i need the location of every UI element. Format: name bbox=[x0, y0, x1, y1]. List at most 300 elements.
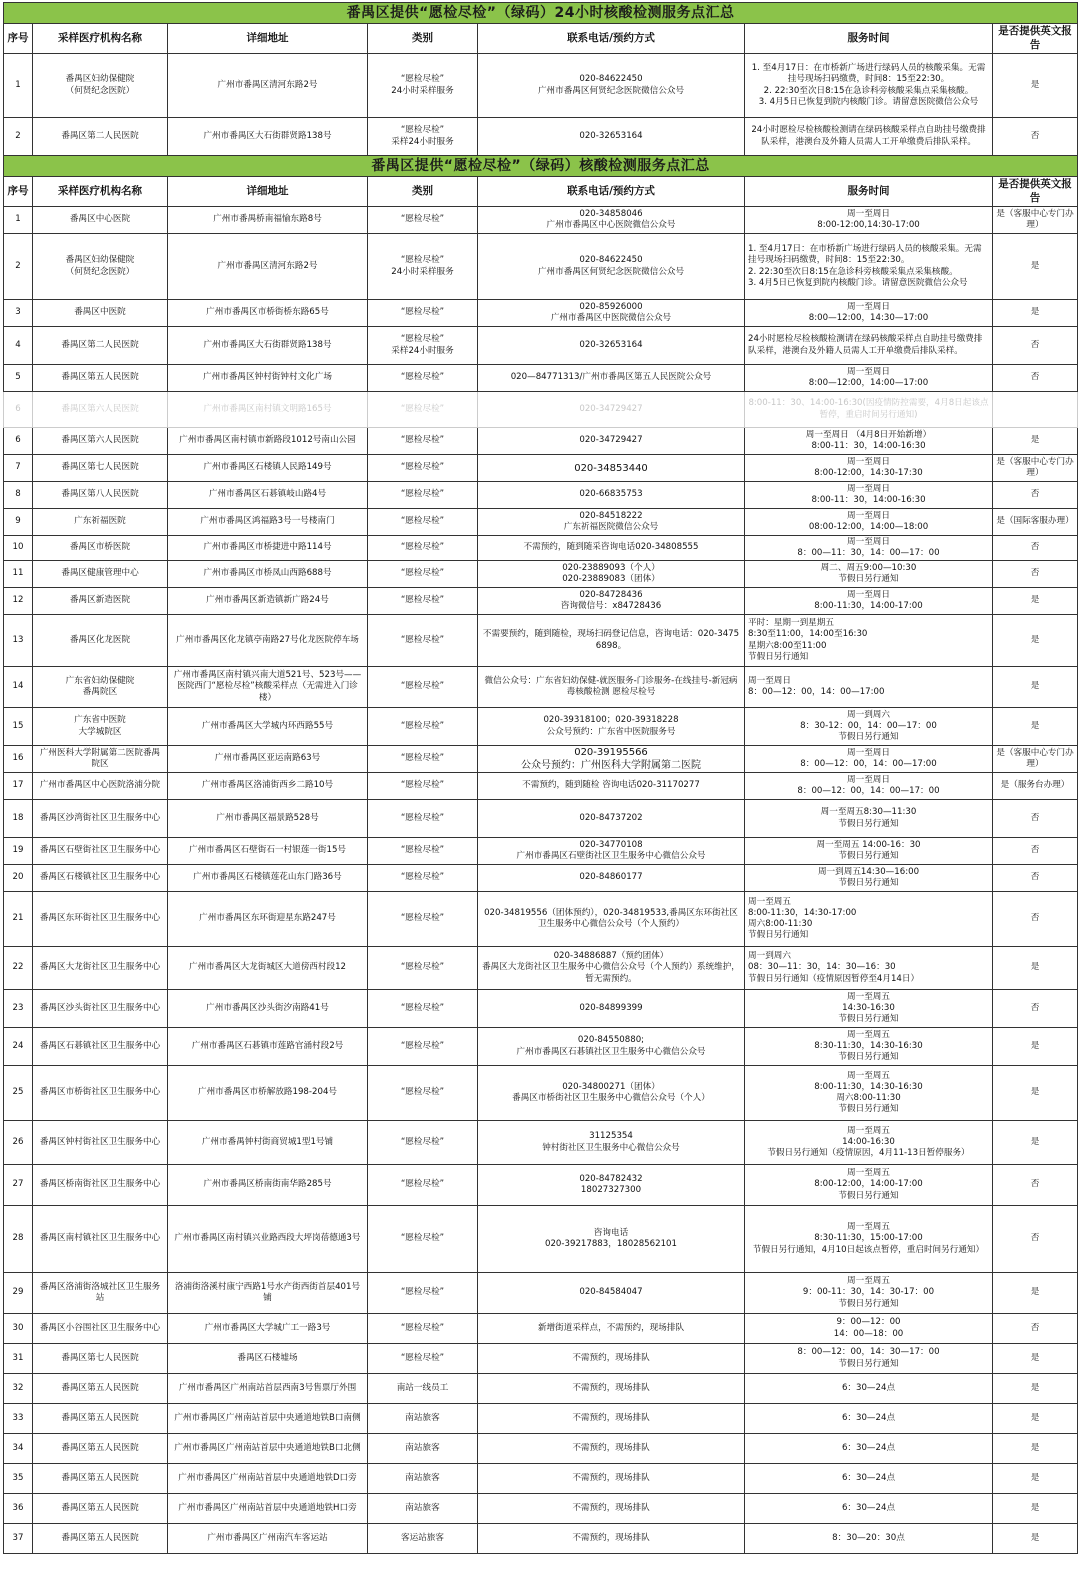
service-hours: 周一至周日 8：00—12：00，14：00—17：00 bbox=[745, 773, 993, 800]
english-report: 是 bbox=[993, 588, 1078, 615]
address: 广州市番禺区清河东路2号 bbox=[168, 54, 368, 118]
contact-info: 020-84899399 bbox=[478, 990, 745, 1028]
table-row bbox=[4, 947, 1078, 990]
english-report: 是（客服中心专门办理） bbox=[993, 746, 1078, 773]
service-hours: 周一至周五 8:30-11:30，15:00-17:00 节假日另行通知，4月10日起该点暂停，重启时间另行通知） bbox=[745, 1206, 993, 1273]
category: “愿检尽检” bbox=[368, 207, 478, 234]
address: 广州市番禺区南村镇文明路165号 bbox=[168, 392, 368, 428]
section1-header-row bbox=[4, 24, 1078, 54]
contact-info: 020-84550880; 广州市番禺区石碁镇社区卫生服务中心微信公众号 bbox=[478, 1028, 745, 1066]
table-row bbox=[4, 1404, 1078, 1434]
table-row bbox=[4, 1374, 1078, 1404]
table-row bbox=[4, 588, 1078, 615]
institution-name: 番禺区石碁镇社区卫生服务中心 bbox=[33, 1028, 168, 1066]
institution-name: 番禺区洛浦街洛城社区卫生服务站 bbox=[33, 1273, 168, 1314]
category: “愿检尽检” bbox=[368, 392, 478, 428]
table-row bbox=[4, 615, 1078, 667]
row-number: 14 bbox=[4, 667, 33, 708]
category: 南站旅客 bbox=[368, 1464, 478, 1494]
category: “愿检尽检” bbox=[368, 455, 478, 482]
row-number: 28 bbox=[4, 1206, 33, 1273]
service-hours: 周一至周日 8：00—12：00，14：00—17:00 bbox=[745, 667, 993, 708]
service-hours: 周一至周日 8：00—11：30，14：00—17：00 bbox=[745, 536, 993, 561]
address: 广州市番禺区南村镇兴业路西段大坪岗蓓德通3号 bbox=[168, 1206, 368, 1273]
english-report: 是 bbox=[993, 1121, 1078, 1165]
category: “愿检尽检” bbox=[368, 1344, 478, 1374]
row-number: 18 bbox=[4, 800, 33, 838]
row-number: 37 bbox=[4, 1524, 33, 1554]
contact-info: 020-34886887（预约团体） 番禺区大龙街社区卫生服务中心微信公众号（个人预约）系统维护，暂无需预约。 bbox=[478, 947, 745, 990]
english-report: 是 bbox=[993, 1344, 1078, 1374]
row-number: 23 bbox=[4, 990, 33, 1028]
address: 广州市番禺钟村街商贸城1型1号铺 bbox=[168, 1121, 368, 1165]
testing-sites-table bbox=[3, 2, 1078, 1554]
address: 广州市番禺区化龙镇亭南路27号化龙医院停车场 bbox=[168, 615, 368, 667]
service-hours: 周一至周日 （4月8日开始新增） 8:00-11：30，14:00-16:30 bbox=[745, 428, 993, 455]
address: 广州市番禺区广州南站首层中央通道地铁H口旁 bbox=[168, 1494, 368, 1524]
category: 南站旅客 bbox=[368, 1494, 478, 1524]
row-number: 2 bbox=[4, 234, 33, 300]
service-hours: 周一至周日 8:00-12:00,14:30-17:00 bbox=[745, 207, 993, 234]
table-row bbox=[4, 1494, 1078, 1524]
institution-name: 番禺区第五人民医院 bbox=[33, 1434, 168, 1464]
category: 南站旅客 bbox=[368, 1404, 478, 1434]
institution-name: 番禺区小谷围社区卫生服务中心 bbox=[33, 1314, 168, 1344]
contact-info: 不需预约，现场排队 bbox=[478, 1464, 745, 1494]
service-hours: 6：30—24点 bbox=[745, 1494, 993, 1524]
table-row bbox=[4, 1344, 1078, 1374]
table-row bbox=[4, 561, 1078, 588]
section2-header-row bbox=[4, 177, 1078, 207]
english-report: 是 bbox=[993, 1494, 1078, 1524]
contact-info: 020-84584047 bbox=[478, 1273, 745, 1314]
english-report: 否 bbox=[993, 838, 1078, 865]
address: 广州市番禺区市桥街桥东路65号 bbox=[168, 300, 368, 327]
address: 广州市番禺区石碁镇市莲路官涌村段2号 bbox=[168, 1028, 368, 1066]
service-hours: 周一至周日 8:00—12:00，14:00—17:00 bbox=[745, 365, 993, 392]
row-number: 19 bbox=[4, 838, 33, 865]
contact-info: 020-84782432 18027327300 bbox=[478, 1165, 745, 1206]
category: “愿检尽检” bbox=[368, 1273, 478, 1314]
address: 广州市番禺区大学城内环西路55号 bbox=[168, 708, 368, 746]
institution-name: 番禺区钟村街社区卫生服务中心 bbox=[33, 1121, 168, 1165]
column-header-row-number: 序号 bbox=[4, 24, 33, 54]
service-hours: 周一至周日 8：00—12：00，14：00—17:00 bbox=[745, 746, 993, 773]
column-header-category: 类别 bbox=[368, 24, 478, 54]
table-row bbox=[4, 234, 1078, 300]
service-hours: 周一至周五 8:00-11:30，14:30-17:00 周六8:00-11:30 节假日另行通知 bbox=[745, 892, 993, 947]
english-report: 是 bbox=[993, 300, 1078, 327]
contact-info: 020-84737202 bbox=[478, 800, 745, 838]
institution-name: 番禺区第七人民医院 bbox=[33, 1344, 168, 1374]
institution-name: 番禺区化龙医院 bbox=[33, 615, 168, 667]
row-number: 1 bbox=[4, 207, 33, 234]
service-hours: 周一至周五 9：00-11：30，14：30-17：00 节假日另行通知 bbox=[745, 1273, 993, 1314]
table-row bbox=[4, 365, 1078, 392]
category: “愿检尽检” 24小时采样服务 bbox=[368, 54, 478, 118]
english-report: 是 bbox=[993, 1404, 1078, 1434]
contact-info: 020-32653164 bbox=[478, 118, 745, 156]
contact-info: 不需预约，现场排队 bbox=[478, 1344, 745, 1374]
category: “愿检尽检” bbox=[368, 428, 478, 455]
category: “愿检尽检” bbox=[368, 536, 478, 561]
english-report: 否 bbox=[993, 865, 1078, 892]
english-report: 是 bbox=[993, 234, 1078, 300]
column-header-contact-info: 联系电话/预约方式 bbox=[478, 177, 745, 207]
table-row bbox=[4, 327, 1078, 365]
service-hours: 周一至周五 8:30-11:30，14:30-16:30 节假日另行通知 bbox=[745, 1028, 993, 1066]
category: “愿检尽检” bbox=[368, 482, 478, 509]
category: “愿检尽检” bbox=[368, 865, 478, 892]
row-number: 10 bbox=[4, 536, 33, 561]
institution-name: 番禺区沙湾街社区卫生服务中心 bbox=[33, 800, 168, 838]
table-row bbox=[4, 300, 1078, 327]
address: 广州市番禺区南村镇兴南大道521号、523号——医院西门“愿检尽检”核酸采样点（无需进入门诊楼） bbox=[168, 667, 368, 708]
contact-info: 不需预约，现场排队 bbox=[478, 1374, 745, 1404]
english-report: 是（客服中心专门办理） bbox=[993, 207, 1078, 234]
english-report: 是 bbox=[993, 1066, 1078, 1121]
institution-name: 番禺区第五人民医院 bbox=[33, 365, 168, 392]
institution-name: 广州市番禺区中心医院洛浦分院 bbox=[33, 773, 168, 800]
address: 广州市番禺区市桥捷进中路114号 bbox=[168, 536, 368, 561]
english-report: 否 bbox=[993, 1314, 1078, 1344]
category: “愿检尽检” bbox=[368, 892, 478, 947]
row-number: 2 bbox=[4, 118, 33, 156]
address: 广州市番禺区亚运南路63号 bbox=[168, 746, 368, 773]
service-hours: 24小时愿检尽检核酸检测请在绿码核酸采样点自助挂号缴费排队采样，港澳台及外籍人员需人工开单缴费后排队采样。 bbox=[745, 118, 993, 156]
contact-info: 020-34729427 bbox=[478, 392, 745, 428]
institution-name: 番禺区妇幼保健院 （何贤纪念医院） bbox=[33, 54, 168, 118]
column-header-contact-info: 联系电话/预约方式 bbox=[478, 24, 745, 54]
row-number: 6 bbox=[4, 392, 33, 428]
address: 广州市番禺区市桥凤山西路688号 bbox=[168, 561, 368, 588]
institution-name: 广东省妇幼保健院 番禺院区 bbox=[33, 667, 168, 708]
service-hours: 平时：星期一到星期五 8:30至11:00，14:00至16:30 星期六8:00至11:00 节假日另行通知 bbox=[745, 615, 993, 667]
address: 广州市番禺区大龙街城区大道傍西村段12 bbox=[168, 947, 368, 990]
service-hours: 周一至周日 8:00—12:00，14:30—17:00 bbox=[745, 300, 993, 327]
category: “愿检尽检” bbox=[368, 1028, 478, 1066]
english-report: 否 bbox=[993, 536, 1078, 561]
row-number: 32 bbox=[4, 1374, 33, 1404]
address: 广州市番禺区清河东路2号 bbox=[168, 234, 368, 300]
address: 广州市番禺区广州南站首层中央通道地铁D口旁 bbox=[168, 1464, 368, 1494]
contact-info: 020-84860177 bbox=[478, 865, 745, 892]
english-report: 否 bbox=[993, 800, 1078, 838]
service-hours: 8：30—20：30点 bbox=[745, 1524, 993, 1554]
english-report: 是 bbox=[993, 1374, 1078, 1404]
row-number: 25 bbox=[4, 1066, 33, 1121]
address: 广州市番禺区鸿福路3号一号楼南门 bbox=[168, 509, 368, 536]
category: “愿检尽检” bbox=[368, 667, 478, 708]
address: 广州市番禺区广州南站首层西南3号售票厅外围 bbox=[168, 1374, 368, 1404]
category: “愿检尽检” bbox=[368, 509, 478, 536]
service-hours: 周一至周五 14:30-16:30 节假日另行通知 bbox=[745, 990, 993, 1028]
category: “愿检尽检” bbox=[368, 800, 478, 838]
address: 广州市番禺区广州南站首层中央通道地铁B口北侧 bbox=[168, 1434, 368, 1464]
service-hours: 24小时愿检尽检核酸检测请在绿码核酸采样点自助挂号缴费排队采样，港澳台及外籍人员需人工开单缴费后排队采样。 bbox=[745, 327, 993, 365]
column-header-address: 详细地址 bbox=[168, 177, 368, 207]
service-hours: 周一至周五 14:00-16:30 节假日另行通知（疫情原因，4月11-13日暂停服务） bbox=[745, 1121, 993, 1165]
table-row bbox=[4, 536, 1078, 561]
table-row bbox=[4, 865, 1078, 892]
address: 广州市番禺桥南福愉东路8号 bbox=[168, 207, 368, 234]
section2-title-row bbox=[4, 156, 1078, 177]
category: “愿检尽检” bbox=[368, 773, 478, 800]
row-number: 20 bbox=[4, 865, 33, 892]
row-number: 30 bbox=[4, 1314, 33, 1344]
address: 洛浦街洛溪村康宁西路1号水产街西街首层401号铺 bbox=[168, 1273, 368, 1314]
table-row bbox=[4, 1464, 1078, 1494]
service-hours: 周一至周日 8:00-12:00，14:30-17:30 bbox=[745, 455, 993, 482]
service-hours: 6：30—24点 bbox=[745, 1464, 993, 1494]
table-row bbox=[4, 509, 1078, 536]
address: 广州市番禺区新造镇新广路24号 bbox=[168, 588, 368, 615]
section2-title: 番禺区提供“愿检尽检”（绿码）核酸检测服务点汇总 bbox=[4, 156, 1078, 177]
table-row bbox=[4, 838, 1078, 865]
english-report: 是 bbox=[993, 1273, 1078, 1314]
institution-name: 番禺区市桥街社区卫生服务中心 bbox=[33, 1066, 168, 1121]
contact-info: 020-34729427 bbox=[478, 428, 745, 455]
column-header-english-report: 是否提供英文报告 bbox=[993, 24, 1078, 54]
column-header-service-hours: 服务时间 bbox=[745, 177, 993, 207]
row-number: 27 bbox=[4, 1165, 33, 1206]
row-number: 11 bbox=[4, 561, 33, 588]
category: “愿检尽检” bbox=[368, 947, 478, 990]
contact-info: 020-34819556（团体预约），020-34819533,番禺区东环街社区卫生服务中心微信公众号（个人预约） bbox=[478, 892, 745, 947]
service-hours: 9：00—12：00 14：00—18：00 bbox=[745, 1314, 993, 1344]
table-row bbox=[4, 207, 1078, 234]
service-hours: 周一至周五 8:00-12:00，14:00-17:00 节假日另行通知 bbox=[745, 1165, 993, 1206]
institution-name: 番禺区中医院 bbox=[33, 300, 168, 327]
table-row bbox=[4, 1206, 1078, 1273]
english-report: 是 bbox=[993, 1434, 1078, 1464]
english-report: 是 bbox=[993, 1524, 1078, 1554]
address: 广州市番禺区石壁街石一村银莲一街15号 bbox=[168, 838, 368, 865]
category: 客运站旅客 bbox=[368, 1524, 478, 1554]
column-header-address: 详细地址 bbox=[168, 24, 368, 54]
address: 广州市番禺区南村镇市新路段1012号南山公园 bbox=[168, 428, 368, 455]
address: 广州市番禺区桥南街南华路285号 bbox=[168, 1165, 368, 1206]
service-hours: 6：30—24点 bbox=[745, 1374, 993, 1404]
institution-name: 番禺区妇幼保健院 （何贤纪念医院） bbox=[33, 234, 168, 300]
english-report: 是 bbox=[993, 615, 1078, 667]
category: 南站一线员工 bbox=[368, 1374, 478, 1404]
english-report: 否 bbox=[993, 365, 1078, 392]
table-row bbox=[4, 1434, 1078, 1464]
table-row bbox=[4, 392, 1078, 428]
category: 南站旅客 bbox=[368, 1434, 478, 1464]
address: 广州市番禺区大石街群贤路138号 bbox=[168, 327, 368, 365]
column-header-english-report: 是否提供英文报告 bbox=[993, 177, 1078, 207]
row-number: 36 bbox=[4, 1494, 33, 1524]
address: 广州市番禺区福景路528号 bbox=[168, 800, 368, 838]
english-report: 是 bbox=[993, 667, 1078, 708]
contact-info: 微信公众号：广东省妇幼保健-就医服务-门诊服务-在线挂号-新冠病毒核酸检测 愿检尽检号 bbox=[478, 667, 745, 708]
english-report: 否 bbox=[993, 1165, 1078, 1206]
english-report: 是（客服中心专门办理） bbox=[993, 455, 1078, 482]
institution-name: 番禺区沙头街社区卫生服务中心 bbox=[33, 990, 168, 1028]
english-report: 否 bbox=[993, 561, 1078, 588]
table-row bbox=[4, 667, 1078, 708]
english-report: 是（服务台办理） bbox=[993, 773, 1078, 800]
address: 番禺区石楼墟场 bbox=[168, 1344, 368, 1374]
service-hours: 周一至周日 8:00-11:30，14:00-17:00 bbox=[745, 588, 993, 615]
row-number: 34 bbox=[4, 1434, 33, 1464]
service-hours: 6：30—24点 bbox=[745, 1404, 993, 1434]
english-report: 是 bbox=[993, 1464, 1078, 1494]
institution-name: 广州医科大学附属第二医院番禺院区 bbox=[33, 746, 168, 773]
service-hours: 1. 至4月17日：在市桥新广场进行绿码人员的核酸采集。无需挂号现场扫码缴费，时间8：15至22:30。 2. 22:30至次日8:15在急诊科旁核酸采集点采集核酸。 3. 4月5日已恢复到院内核酸门诊。请留意医院微信公众号 bbox=[745, 54, 993, 118]
contact-info: 不需预约，现场排队 bbox=[478, 1494, 745, 1524]
table-row bbox=[4, 708, 1078, 746]
table-row bbox=[4, 1165, 1078, 1206]
row-number: 21 bbox=[4, 892, 33, 947]
institution-name: 番禺区第二人民医院 bbox=[33, 327, 168, 365]
service-hours: 6：30—24点 bbox=[745, 1434, 993, 1464]
section1-title: 番禺区提供“愿检尽检”（绿码）24小时核酸检测服务点汇总 bbox=[4, 3, 1078, 24]
category: “愿检尽检” 采样24小时服务 bbox=[368, 118, 478, 156]
service-hours: 周一到周六 08：30—11：30，14：30—16：30 节假日另行通知（疫情原因暂停至4月14日） bbox=[745, 947, 993, 990]
contact-info: 31125354 钟村街社区卫生服务中心微信公众号 bbox=[478, 1121, 745, 1165]
contact-info: 咨询电话 020-39217883，18028562101 bbox=[478, 1206, 745, 1273]
row-number: 26 bbox=[4, 1121, 33, 1165]
institution-name: 番禺区南村镇社区卫生服务中心 bbox=[33, 1206, 168, 1273]
institution-name: 番禺区大龙街社区卫生服务中心 bbox=[33, 947, 168, 990]
english-report: 否 bbox=[993, 892, 1078, 947]
contact-info: 020-34853440 bbox=[478, 455, 745, 482]
category: “愿检尽检” bbox=[368, 561, 478, 588]
service-hours: 周一到周六 8：30-12：00，14：00—17：00 节假日另行通知 bbox=[745, 708, 993, 746]
table-row bbox=[4, 773, 1078, 800]
english-report: 否 bbox=[993, 990, 1078, 1028]
institution-name: 番禺区第八人民医院 bbox=[33, 482, 168, 509]
service-hours: 8：00—12：00，14：30—17：00 节假日另行通知 bbox=[745, 1344, 993, 1374]
table-row bbox=[4, 990, 1078, 1028]
contact-info: 不需预约，现场排队 bbox=[478, 1404, 745, 1434]
table-row bbox=[4, 455, 1078, 482]
institution-name: 番禺区第五人民医院 bbox=[33, 1464, 168, 1494]
category: “愿检尽检” bbox=[368, 1121, 478, 1165]
contact-info: 020-23889093（个人） 020-23889083（团体） bbox=[478, 561, 745, 588]
english-report: 是（国际客服办理） bbox=[993, 509, 1078, 536]
row-number: 17 bbox=[4, 773, 33, 800]
row-number: 13 bbox=[4, 615, 33, 667]
address: 广州市番禺区石楼镇人民路149号 bbox=[168, 455, 368, 482]
service-hours: 周一到周五14:30—16:00 节假日另行通知 bbox=[745, 865, 993, 892]
institution-name: 番禺区第五人民医院 bbox=[33, 1374, 168, 1404]
address: 广州市番禺区洛浦街西乡二路10号 bbox=[168, 773, 368, 800]
institution-name: 广东祈福医院 bbox=[33, 509, 168, 536]
row-number: 5 bbox=[4, 365, 33, 392]
contact-info: 不需要预约，随到随检，现场扫码登记信息，咨询电话：020-34756898。 bbox=[478, 615, 745, 667]
institution-name: 番禺区桥南街社区卫生服务中心 bbox=[33, 1165, 168, 1206]
section1-title-row bbox=[4, 3, 1078, 24]
institution-name: 番禺区石壁街社区卫生服务中心 bbox=[33, 838, 168, 865]
address: 广州市番禺区大学城广工一路3号 bbox=[168, 1314, 368, 1344]
row-number: 35 bbox=[4, 1464, 33, 1494]
row-number: 4 bbox=[4, 327, 33, 365]
table-row bbox=[4, 482, 1078, 509]
address: 广州市番禺区广州南汽车客运站 bbox=[168, 1524, 368, 1554]
row-number: 9 bbox=[4, 509, 33, 536]
address: 广州市番禺区沙头街汐南路41号 bbox=[168, 990, 368, 1028]
institution-name: 番禺区第五人民医院 bbox=[33, 1404, 168, 1434]
row-number: 24 bbox=[4, 1028, 33, 1066]
contact-info: 020-84622450 广州市番禺区何贤纪念医院微信公众号 bbox=[478, 54, 745, 118]
row-number: 33 bbox=[4, 1404, 33, 1434]
contact-info: 020-84622450 广州市番禺区何贤纪念医院微信公众号 bbox=[478, 234, 745, 300]
service-hours: 周一至周五8:30—11:30 节假日另行通知 bbox=[745, 800, 993, 838]
category: “愿检尽检” bbox=[368, 365, 478, 392]
institution-name: 番禺区新造医院 bbox=[33, 588, 168, 615]
table-row bbox=[4, 800, 1078, 838]
table-row bbox=[4, 746, 1078, 773]
column-header-institution-name: 采样医疗机构名称 bbox=[33, 177, 168, 207]
institution-name: 番禺区第六人民医院 bbox=[33, 392, 168, 428]
row-number: 15 bbox=[4, 708, 33, 746]
english-report bbox=[993, 392, 1078, 428]
address: 广州市番禺区大石街群贤路138号 bbox=[168, 118, 368, 156]
english-report: 否 bbox=[993, 118, 1078, 156]
document-page bbox=[3, 2, 1077, 1554]
address: 广州市番禺区东环街迎星东路247号 bbox=[168, 892, 368, 947]
row-number: 22 bbox=[4, 947, 33, 990]
service-hours: 周一至周五 8:00-11:30，14:30-16:30 周六8:00-11:30 节假日另行通知 bbox=[745, 1066, 993, 1121]
row-number: 29 bbox=[4, 1273, 33, 1314]
address: 广州市番禺区广州南站首层中央通道地铁B口南侧 bbox=[168, 1404, 368, 1434]
institution-name: 番禺区中心医院 bbox=[33, 207, 168, 234]
service-hours: 周一至周日 08:00-12:00，14:00—18:00 bbox=[745, 509, 993, 536]
institution-name: 番禺区健康管理中心 bbox=[33, 561, 168, 588]
row-number: 12 bbox=[4, 588, 33, 615]
column-header-category: 类别 bbox=[368, 177, 478, 207]
contact-info: 020-34770108 广州市番禺区石壁街社区卫生服务中心微信公众号 bbox=[478, 838, 745, 865]
table-row bbox=[4, 1121, 1078, 1165]
contact-info: 020—84771313/广州市番禺区第五人民医院公众号 bbox=[478, 365, 745, 392]
category: “愿检尽检” 采样24小时服务 bbox=[368, 327, 478, 365]
contact-info: 020-84518222 广东祈福医院微信公众号 bbox=[478, 509, 745, 536]
contact-info: 020-84728436 咨询微信号：x84728436 bbox=[478, 588, 745, 615]
english-report: 是 bbox=[993, 54, 1078, 118]
category: “愿检尽检” bbox=[368, 708, 478, 746]
contact-info: 不需预约，随到随采咨询电话020-34808555 bbox=[478, 536, 745, 561]
column-header-row-number: 序号 bbox=[4, 177, 33, 207]
english-report: 是 bbox=[993, 947, 1078, 990]
row-number: 3 bbox=[4, 300, 33, 327]
table-row bbox=[4, 1066, 1078, 1121]
table-row bbox=[4, 892, 1078, 947]
english-report: 否 bbox=[993, 1206, 1078, 1273]
institution-name: 番禺区第七人民医院 bbox=[33, 455, 168, 482]
service-hours: 周一至周日 8:00-11：30，14:00-16:30 bbox=[745, 482, 993, 509]
address: 广州市番禺区石碁镇岐山路4号 bbox=[168, 482, 368, 509]
address: 广州市番禺区石楼镇莲花山东门路36号 bbox=[168, 865, 368, 892]
contact-info: 020-32653164 bbox=[478, 327, 745, 365]
table-row bbox=[4, 428, 1078, 455]
contact-info: 020-39318100；020-39318228 公众号预约：广东省中医院服务号 bbox=[478, 708, 745, 746]
table-row bbox=[4, 118, 1078, 156]
row-number: 16 bbox=[4, 746, 33, 773]
category: “愿检尽检” bbox=[368, 746, 478, 773]
english-report: 是 bbox=[993, 428, 1078, 455]
institution-name: 番禺区石楼镇社区卫生服务中心 bbox=[33, 865, 168, 892]
table-row bbox=[4, 1028, 1078, 1066]
english-report: 是 bbox=[993, 1028, 1078, 1066]
table-row bbox=[4, 54, 1078, 118]
contact-info: 不需预约，现场排队 bbox=[478, 1434, 745, 1464]
table-row bbox=[4, 1524, 1078, 1554]
contact-info: 不需预约，现场排队 bbox=[478, 1524, 745, 1554]
